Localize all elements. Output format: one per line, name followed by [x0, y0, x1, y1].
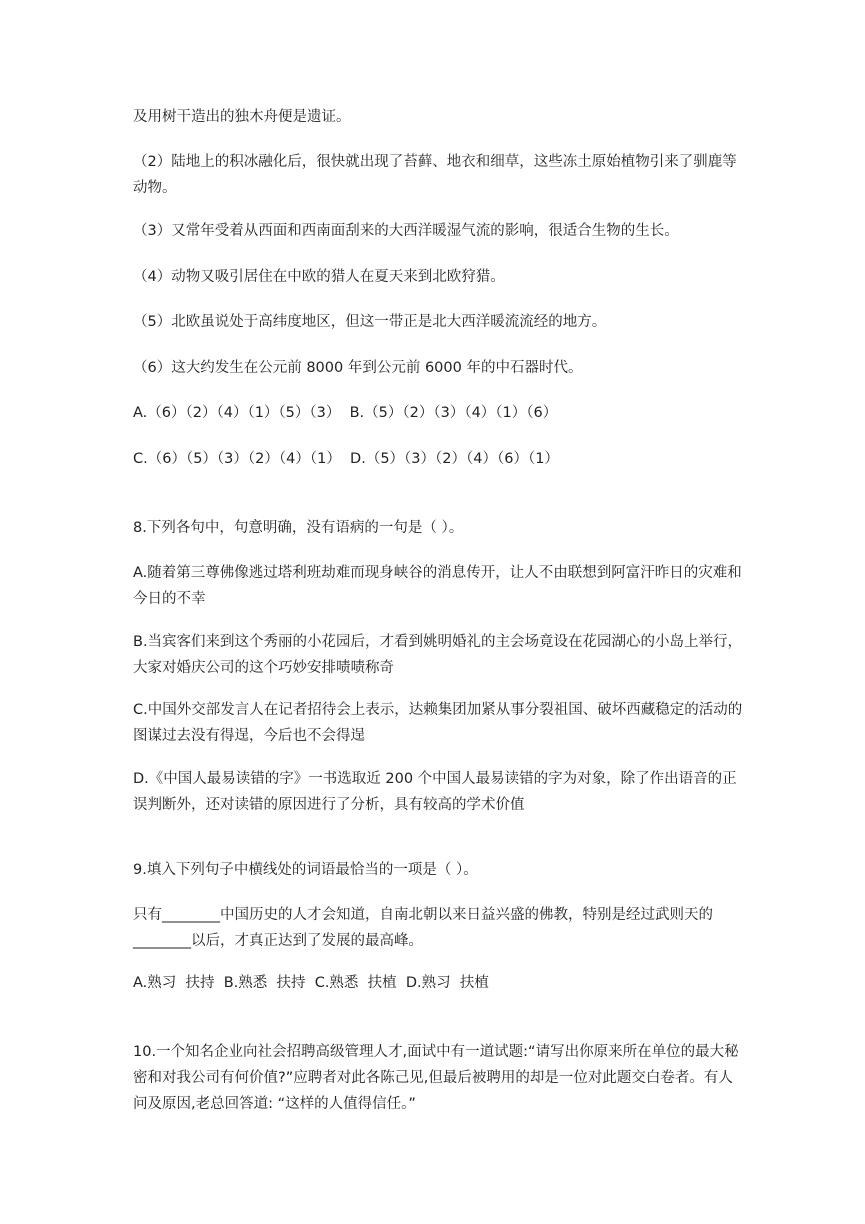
question-9-choices: A.熟习 扶持 B.熟悉 扶持 C.熟悉 扶植 D.熟习 扶植	[133, 975, 489, 991]
option-sentence-2: （2）陆地上的积冰融化后，很快就出现了苔藓、地衣和细草，这些冻土原始植物引来了驯鹿等动物。	[133, 154, 737, 196]
q7-choices-ab: A.（6）（2）（4）（1）（5）（3） B.（5）（2）（3）（4）（1）（6）	[133, 405, 558, 421]
question-9-stem: 9.填入下列句子中横线处的词语最恰当的一项是（ ）。	[133, 862, 478, 878]
question-10-stem: 10.一个知名企业向社会招聘高级管理人才,面试中有一道试题:“请写出你原来所在单位的最大秘密和对我公司有何价值?”应聘者对此各陈己见,但最后被聘用的却是一位对此题交白卷者。有人问及原因,老总回答道: “这样的人值得信任。”	[133, 1044, 739, 1112]
question-8-option-c: C.中国外交部发言人在记者招待会上表示，达赖集团加紧从事分裂祖国、破坏西藏稳定的活动的图谋过去没有得逞，今后也不会得逞	[133, 702, 743, 744]
option-sentence-5: （5）北欧虽说处于高纬度地区，但这一带正是北大西洋暖流流经的地方。	[133, 314, 607, 330]
option-sentence-6: （6）这大约发生在公元前 8000 年到公元前 6000 年的中石器时代。	[133, 360, 583, 376]
question-8-option-a: A.随着第三尊佛像逃过塔利班劫难而现身峡谷的消息传开，让人不由联想到阿富汗昨日的灾难和今日的不幸	[133, 565, 742, 607]
question-8-stem: 8.下列各句中，句意明确，没有语病的一句是（ ）。	[133, 520, 464, 536]
option-sentence-4: （4）动物又吸引居住在中欧的猎人在夏天来到北欧狩猎。	[133, 269, 505, 285]
q7-choices-cd: C.（6）（5）（3）（2）（4）（1） D.（5）（3）（2）（4）（6）（1）	[133, 451, 559, 467]
question-8-option-b: B.当宾客们来到这个秀丽的小花园后，才看到姚明婚礼的主会场竟设在花园湖心的小岛上举行，大家对婚庆公司的这个巧妙安排啧啧称奇	[133, 634, 743, 676]
question-8-option-d: D.《中国人最易读错的字》一书选取近 200 个中国人最易读错的字为对象，除了作出语音的正误判断外，还对读错的原因进行了分析，具有较高的学术价值	[133, 771, 737, 813]
question-9-sentence: 只有________中国历史的人才会知道，自南北朝以来日益兴盛的佛教，特别是经过武则天的________以后，才真正达到了发展的最高峰。	[133, 907, 713, 949]
paragraph-intro-end: 及用树干造出的独木舟便是遗证。	[133, 109, 351, 125]
option-sentence-3: （3）又常年受着从西面和西南面刮来的大西洋暖湿气流的影响，很适合生物的生长。	[133, 223, 679, 239]
